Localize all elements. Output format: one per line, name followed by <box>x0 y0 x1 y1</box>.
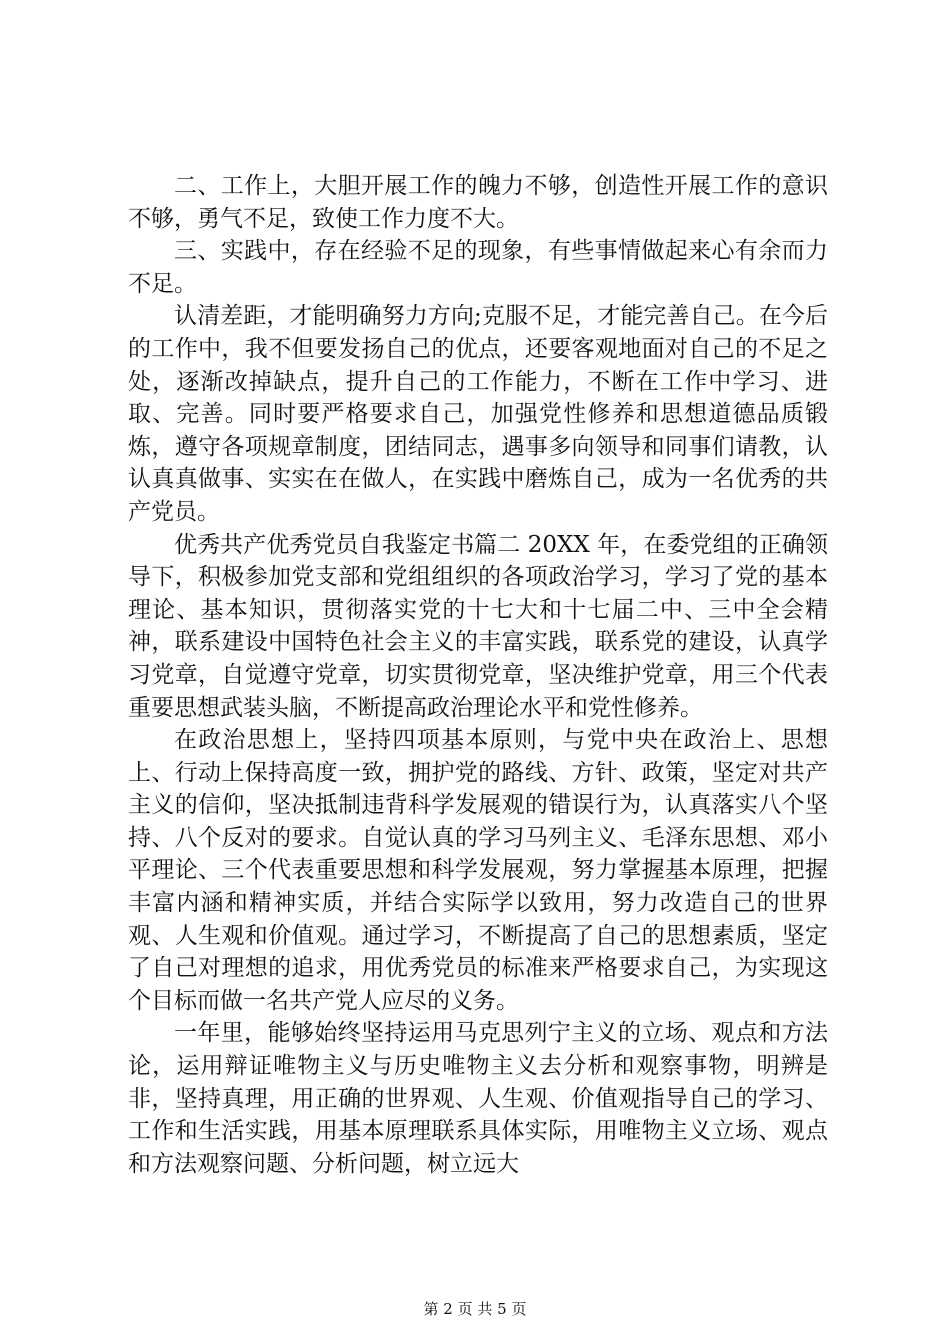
paragraph-self-appraisal-two: 优秀共产优秀党员自我鉴定书篇二 20XX 年，在委党组的正确领导下，积极参加党支部和党组组织的各项政治学习，学习了党的基本理论、基本知识，贯彻落实党的十七大和十七届二中、三中全会精神，联系建设中国特色社会主义的丰富实践，联系党的建设，认真学习党章，自觉遵守党章，切实贯彻党章，坚决维护党章，用三个代表重要思想武装头脑，不断提高政治理论水平和党性修养。 <box>128 531 828 721</box>
paragraph-improvement-plan: 认清差距，才能明确努力方向;克服不足，才能完善自己。在今后的工作中，我不但要发扬自己的优点，还要客观地面对自己的不足之处，逐渐改掉缺点，提升自己的工作能力，不断在工作中学习、进取、完善。同时要严格要求自己，加强党性修养和思想道德品质锻炼，遵守各项规章制度，团结同志，遇事多向领导和同事们请教，认认真真做事、实实在在做人，在实践中磨炼自己，成为一名优秀的共产党员。 <box>128 303 828 525</box>
paragraph-one-year: 一年里，能够始终坚持运用马克思列宁主义的立场、观点和方法论，运用辩证唯物主义与历史唯物主义去分析和观察事物，明辨是非，坚持真理，用正确的世界观、人生观、价值观指导自己的学习、工作和生活实践，用基本原理联系具体实际，用唯物主义立场、观点和方法观察问题、分析问题，树立远大 <box>128 1020 828 1177</box>
paragraph-practice-shortcoming: 三、实践中，存在经验不足的现象，有些事情做起来心有余而力不足。 <box>128 238 828 297</box>
document-body <box>128 170 828 1180</box>
paragraph-political-thought: 在政治思想上，坚持四项基本原则，与党中央在政治上、思想上、行动上保持高度一致，拥护党的路线、方针、政策，坚定对共产主义的信仰，坚决抵制违背科学发展观的错误行为，认真落实八个坚持、八个反对的要求。自觉认真的学习马列主义、毛泽东思想、邓小平理论、三个代表重要思想和科学发展观，努力掌握基本原理，把握丰富内涵和精神实质，并结合实际学以致用，努力改造自己的世界观、人生观和价值观。通过学习，不断提高了自己的思想素质，坚定了自己对理想的追求，用优秀党员的标准来严格要求自己，为实现这个目标而做一名共产党人应尽的义务。 <box>128 727 828 1014</box>
paragraph-work-shortcoming: 二、工作上，大胆开展工作的魄力不够，创造性开展工作的意识不够，勇气不足，致使工作力度不大。 <box>128 173 828 232</box>
page-number-footer: 第 2 页 共 5 页 <box>423 1300 527 1318</box>
